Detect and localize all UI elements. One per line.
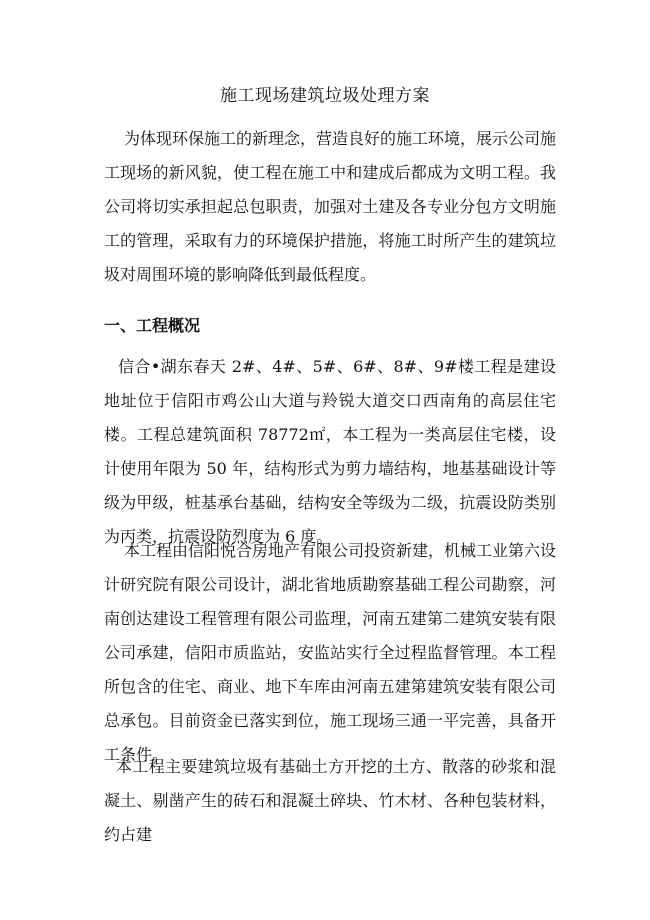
project-overview-paragraph-2: 本工程由信阳悦合房地产有限公司投资新建，机械工业第六设计研究院有限公司设计，湖北省地质勘察基础工程公司勘察，河南创达建设工程管理有限公司监理，河南五建第二建筑安装有限公司承建，信阳市质监站，安监站实行全过程监督管理。本工程所包含的住宅、商业、地下车库由河南五建第建筑安装有限公司总承包。目前资金已落实到位，施工现场三通一平完善，具备开工条件。 — [104, 541, 557, 764]
document-title: 施工现场建筑垃圾处理方案 — [220, 86, 430, 106]
intro-paragraph: 为体现环保施工的新理念，营造良好的施工环境，展示公司施工现场的新风貌，使工程在施工中和建成后都成为文明工程。我公司将切实承担起总包职责，加强对土建及各专业分包方文明施工的管理，采取有力的环境保护措施，将施工时所产生的建筑垃圾对周围环境的影响降低到最低程度。 — [104, 129, 557, 284]
project-overview-paragraph-1: 信合•湖东春天 2#、4#、5#、6#、8#、9#楼工程是建设地址位于信阳市鸡公山大道与羚锐大道交口西南角的高层住宅楼。工程总建筑面积 78772㎡，本工程为一类高层住宅楼，设计使用年限为 50 年，结构形式为剪力墙结构，地基基础设计等级为甲级，桩基承台基础，结构安全等级为二级，抗震设防类别为丙类，抗震设防烈度为 6 度。 — [104, 357, 556, 546]
project-overview-paragraph-3: 本工程主要建筑垃圾有基础土方开挖的土方、散落的砂浆和混凝土、剔凿产生的砖石和混凝土碎块、竹木材、各种包装材料，约占建 — [104, 757, 556, 844]
section-heading-project-overview: 一、工程概况 — [104, 316, 201, 335]
